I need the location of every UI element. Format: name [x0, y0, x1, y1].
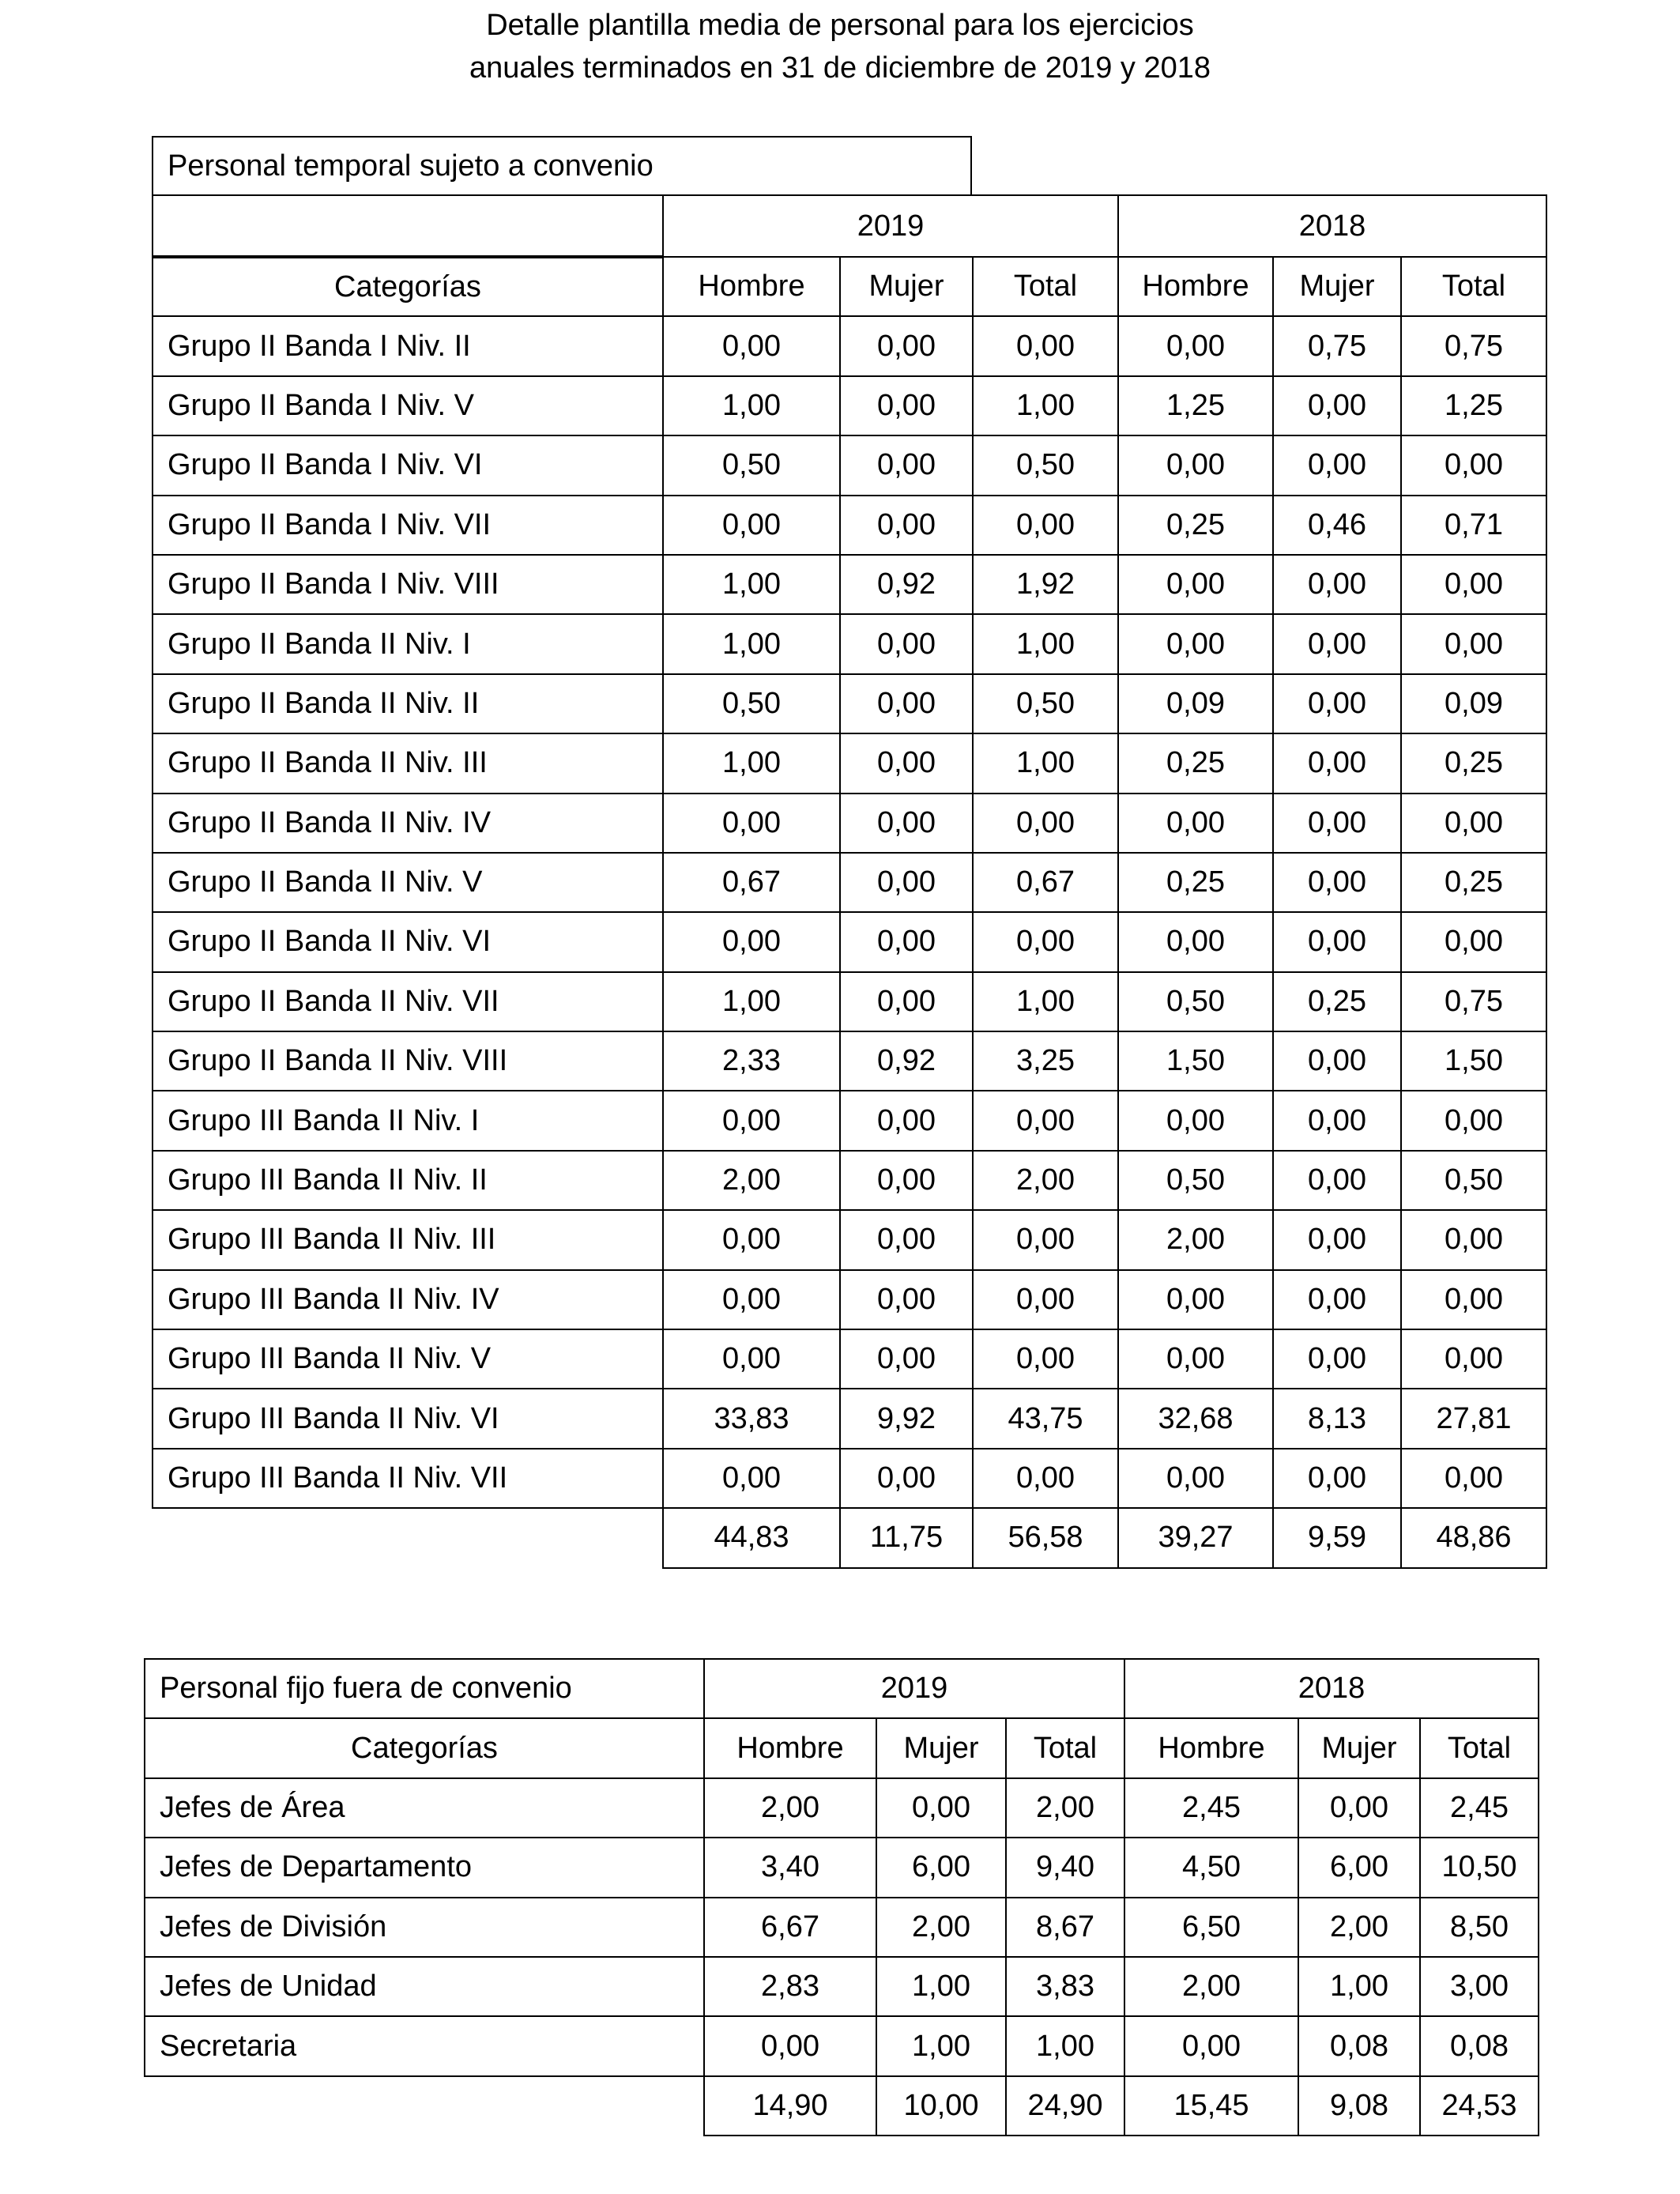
- value-cell: 0,00: [1401, 794, 1546, 853]
- value-cell: 10,50: [1420, 1838, 1539, 1897]
- value-cell: 0,00: [1273, 1031, 1401, 1091]
- category-cell: Jefes de División: [145, 1898, 704, 1957]
- totals-blank-cell: [153, 1508, 663, 1567]
- value-cell: 0,00: [1124, 2016, 1298, 2075]
- value-cell: 0,00: [973, 316, 1118, 375]
- category-cell: Grupo II Banda I Niv. VI: [153, 435, 663, 495]
- value-cell: 0,00: [1118, 794, 1273, 853]
- value-cell: 0,00: [840, 912, 973, 971]
- value-cell: 0,00: [663, 1091, 840, 1150]
- value-cell: 9,92: [840, 1389, 973, 1448]
- value-cell: 0,67: [973, 853, 1118, 912]
- table2-col-header: Hombre: [704, 1718, 876, 1777]
- table1-temporal-convenio: [152, 194, 1547, 1569]
- value-cell: 3,40: [704, 1838, 876, 1897]
- value-cell: 0,00: [663, 316, 840, 375]
- value-cell: 0,00: [840, 435, 973, 495]
- category-cell: Grupo II Banda II Niv. II: [153, 674, 663, 733]
- value-cell: 1,00: [973, 733, 1118, 793]
- value-cell: 0,50: [973, 435, 1118, 495]
- value-cell: 0,00: [1273, 1329, 1401, 1389]
- value-cell: 0,00: [1118, 1091, 1273, 1150]
- value-cell: 0,00: [663, 794, 840, 853]
- value-cell: 0,00: [840, 316, 973, 375]
- value-cell: 0,00: [973, 794, 1118, 853]
- table-row: [145, 1957, 1539, 2016]
- value-cell: 0,50: [1118, 1151, 1273, 1210]
- category-cell: Secretaria: [145, 2016, 704, 2075]
- value-cell: 0,92: [840, 1031, 973, 1091]
- value-cell: 0,00: [1273, 674, 1401, 733]
- value-cell: 0,00: [1118, 912, 1273, 971]
- table2-year-2019: 2019: [704, 1659, 1124, 1718]
- value-cell: 3,00: [1420, 1957, 1539, 2016]
- value-cell: 0,00: [840, 1270, 973, 1329]
- value-cell: 0,00: [1298, 1778, 1420, 1838]
- value-cell: 0,00: [1273, 376, 1401, 435]
- value-cell: 0,00: [840, 1329, 973, 1389]
- table2-col-header: Total: [1420, 1718, 1539, 1777]
- value-cell: 1,92: [973, 555, 1118, 614]
- value-cell: 0,50: [663, 435, 840, 495]
- value-cell: 0,00: [663, 1449, 840, 1508]
- value-cell: 0,00: [663, 496, 840, 555]
- value-cell: 0,00: [1273, 1091, 1401, 1150]
- value-cell: 0,00: [840, 972, 973, 1031]
- table-row: [153, 674, 1546, 733]
- value-cell: 0,00: [1273, 435, 1401, 495]
- value-cell: 0,00: [663, 1270, 840, 1329]
- category-cell: Grupo II Banda I Niv. VIII: [153, 555, 663, 614]
- table-row: [153, 376, 1546, 435]
- table1-col-header: Total: [973, 257, 1118, 316]
- value-cell: 0,00: [840, 1210, 973, 1269]
- category-cell: Grupo II Banda I Niv. VII: [153, 496, 663, 555]
- category-cell: Grupo III Banda II Niv. III: [153, 1210, 663, 1269]
- value-cell: 0,00: [1401, 555, 1546, 614]
- category-cell: Grupo III Banda II Niv. II: [153, 1151, 663, 1210]
- value-cell: 27,81: [1401, 1389, 1546, 1448]
- value-cell: 0,50: [1401, 1151, 1546, 1210]
- value-cell: 1,00: [876, 1957, 1006, 2016]
- value-cell: 33,83: [663, 1389, 840, 1448]
- value-cell: 2,00: [876, 1898, 1006, 1957]
- category-cell: Jefes de Departamento: [145, 1838, 704, 1897]
- table-row: [145, 2016, 1539, 2075]
- value-cell: 0,46: [1273, 496, 1401, 555]
- totals-row: [153, 1508, 1546, 1567]
- value-cell: 0,00: [663, 912, 840, 971]
- value-cell: 0,00: [840, 1151, 973, 1210]
- value-cell: 0,00: [1273, 1151, 1401, 1210]
- value-cell: 0,00: [1401, 1329, 1546, 1389]
- table2-header-row: [145, 1659, 1539, 1718]
- value-cell: 0,00: [840, 853, 973, 912]
- value-cell: 6,50: [1124, 1898, 1298, 1957]
- value-cell: 0,00: [1401, 1449, 1546, 1508]
- value-cell: 0,92: [840, 555, 973, 614]
- value-cell: 0,09: [1118, 674, 1273, 733]
- value-cell: 0,75: [1273, 316, 1401, 375]
- value-cell: 0,00: [1273, 912, 1401, 971]
- value-cell: 2,33: [663, 1031, 840, 1091]
- table-row: [153, 1031, 1546, 1091]
- table1-header-blank: [153, 195, 663, 257]
- table-row: [145, 1778, 1539, 1838]
- value-cell: 0,00: [973, 912, 1118, 971]
- value-cell: 1,00: [973, 376, 1118, 435]
- value-cell: 0,00: [973, 1449, 1118, 1508]
- value-cell: 1,00: [663, 376, 840, 435]
- total-cell: 39,27: [1118, 1508, 1273, 1567]
- value-cell: 8,67: [1006, 1898, 1124, 1957]
- value-cell: 0,00: [1273, 1270, 1401, 1329]
- totals-row: [145, 2076, 1539, 2136]
- table-row: [153, 1389, 1546, 1448]
- table-row: [153, 1091, 1546, 1150]
- value-cell: 0,00: [1118, 614, 1273, 673]
- total-cell: 11,75: [840, 1508, 973, 1567]
- category-cell: Grupo III Banda II Niv. V: [153, 1329, 663, 1389]
- value-cell: 0,09: [1401, 674, 1546, 733]
- category-cell: Grupo II Banda II Niv. III: [153, 733, 663, 793]
- value-cell: 6,00: [1298, 1838, 1420, 1897]
- value-cell: 0,00: [973, 1270, 1118, 1329]
- value-cell: 2,00: [1118, 1210, 1273, 1269]
- table1-col-header: Mujer: [840, 257, 973, 316]
- table-row: [153, 853, 1546, 912]
- total-cell: 10,00: [876, 2076, 1006, 2136]
- table2-col-header: Total: [1006, 1718, 1124, 1777]
- value-cell: 1,50: [1401, 1031, 1546, 1091]
- value-cell: 0,00: [973, 1329, 1118, 1389]
- value-cell: 0,25: [1118, 853, 1273, 912]
- total-cell: 9,59: [1273, 1508, 1401, 1567]
- value-cell: 0,00: [1273, 614, 1401, 673]
- value-cell: 8,50: [1420, 1898, 1539, 1957]
- total-cell: 56,58: [973, 1508, 1118, 1567]
- value-cell: 2,83: [704, 1957, 876, 2016]
- value-cell: 2,00: [1006, 1778, 1124, 1838]
- table2-col-header: Mujer: [1298, 1718, 1420, 1777]
- value-cell: 1,25: [1401, 376, 1546, 435]
- totals-blank-cell: [145, 2076, 704, 2136]
- table1-year-2019: 2019: [663, 195, 1118, 257]
- value-cell: 0,00: [840, 614, 973, 673]
- value-cell: 0,71: [1401, 496, 1546, 555]
- value-cell: 0,00: [1118, 435, 1273, 495]
- table2-column-header-row: [145, 1718, 1539, 1777]
- value-cell: 43,75: [973, 1389, 1118, 1448]
- value-cell: 0,25: [1273, 972, 1401, 1031]
- table-row: [153, 316, 1546, 375]
- category-cell: Grupo II Banda II Niv. VII: [153, 972, 663, 1031]
- table-row: [153, 1210, 1546, 1269]
- page-title-line-2: anuales terminados en 31 de diciembre de 2019 y 2018: [469, 51, 1211, 85]
- value-cell: 0,00: [840, 1449, 973, 1508]
- value-cell: 1,25: [1118, 376, 1273, 435]
- value-cell: 1,00: [663, 733, 840, 793]
- value-cell: 0,00: [1118, 1449, 1273, 1508]
- value-cell: 0,00: [840, 794, 973, 853]
- value-cell: 0,00: [704, 2016, 876, 2075]
- value-cell: 2,00: [973, 1151, 1118, 1210]
- category-cell: Grupo II Banda II Niv. I: [153, 614, 663, 673]
- table1-year-2018: 2018: [1118, 195, 1546, 257]
- table-row: [145, 1898, 1539, 1957]
- table1-col-header: Mujer: [1273, 257, 1401, 316]
- table-row: [153, 794, 1546, 853]
- table-row: [153, 555, 1546, 614]
- value-cell: 0,00: [1273, 555, 1401, 614]
- table2-year-2018: 2018: [1124, 1659, 1539, 1718]
- total-cell: 15,45: [1124, 2076, 1298, 2136]
- category-cell: Grupo II Banda II Niv. VI: [153, 912, 663, 971]
- table-row: [153, 733, 1546, 793]
- table2-fijo-fuera-convenio: [144, 1658, 1539, 2136]
- value-cell: 32,68: [1118, 1389, 1273, 1448]
- category-cell: Grupo II Banda II Niv. VIII: [153, 1031, 663, 1091]
- table-row: [153, 614, 1546, 673]
- value-cell: 0,00: [973, 496, 1118, 555]
- value-cell: 0,75: [1401, 972, 1546, 1031]
- value-cell: 3,25: [973, 1031, 1118, 1091]
- category-cell: Jefes de Unidad: [145, 1957, 704, 2016]
- value-cell: 0,00: [1118, 316, 1273, 375]
- value-cell: 0,50: [1118, 972, 1273, 1031]
- value-cell: 0,25: [1401, 733, 1546, 793]
- value-cell: 1,00: [1006, 2016, 1124, 2075]
- value-cell: 0,00: [1401, 1270, 1546, 1329]
- value-cell: 0,67: [663, 853, 840, 912]
- value-cell: 0,00: [1401, 1091, 1546, 1150]
- total-cell: 24,53: [1420, 2076, 1539, 2136]
- table1-year-header-row: [153, 195, 1546, 257]
- value-cell: 2,00: [704, 1778, 876, 1838]
- value-cell: 0,08: [1298, 2016, 1420, 2075]
- table2-col-header: Mujer: [876, 1718, 1006, 1777]
- total-cell: 48,86: [1401, 1508, 1546, 1567]
- value-cell: 6,00: [876, 1838, 1006, 1897]
- value-cell: 1,00: [663, 614, 840, 673]
- value-cell: 0,25: [1118, 733, 1273, 793]
- table-row: [153, 1151, 1546, 1210]
- value-cell: 0,00: [1273, 733, 1401, 793]
- value-cell: 1,50: [1118, 1031, 1273, 1091]
- value-cell: 0,00: [663, 1329, 840, 1389]
- table-row: [153, 972, 1546, 1031]
- table1-category-header: Categorías: [153, 257, 663, 316]
- table1-col-header: Hombre: [663, 257, 840, 316]
- value-cell: 0,00: [1273, 853, 1401, 912]
- table2-category-header: Categorías: [145, 1718, 704, 1777]
- value-cell: 0,00: [1273, 794, 1401, 853]
- category-cell: Grupo III Banda II Niv. VII: [153, 1449, 663, 1508]
- table1-column-header-row: [153, 257, 1546, 316]
- value-cell: 9,40: [1006, 1838, 1124, 1897]
- value-cell: 0,00: [973, 1210, 1118, 1269]
- value-cell: 4,50: [1124, 1838, 1298, 1897]
- value-cell: 0,00: [840, 674, 973, 733]
- table1-caption: Personal temporal sujeto a convenio: [152, 136, 972, 194]
- value-cell: 6,67: [704, 1898, 876, 1957]
- value-cell: 0,00: [1401, 435, 1546, 495]
- value-cell: 2,45: [1124, 1778, 1298, 1838]
- value-cell: 0,00: [840, 733, 973, 793]
- value-cell: 0,25: [1401, 853, 1546, 912]
- value-cell: 2,00: [1124, 1957, 1298, 2016]
- value-cell: 0,00: [1118, 1329, 1273, 1389]
- table-row: [145, 1838, 1539, 1897]
- value-cell: 3,83: [1006, 1957, 1124, 2016]
- value-cell: 0,08: [1420, 2016, 1539, 2075]
- total-cell: 44,83: [663, 1508, 840, 1567]
- category-cell: Grupo III Banda II Niv. VI: [153, 1389, 663, 1448]
- value-cell: 1,00: [1298, 1957, 1420, 2016]
- category-cell: Grupo II Banda I Niv. II: [153, 316, 663, 375]
- value-cell: 0,75: [1401, 316, 1546, 375]
- value-cell: 8,13: [1273, 1389, 1401, 1448]
- value-cell: 0,00: [1401, 614, 1546, 673]
- total-cell: 24,90: [1006, 2076, 1124, 2136]
- value-cell: 0,50: [663, 674, 840, 733]
- page-title-line-1: Detalle plantilla media de personal para los ejercicios: [486, 9, 1194, 42]
- value-cell: 0,25: [1118, 496, 1273, 555]
- total-cell: 9,08: [1298, 2076, 1420, 2136]
- category-cell: Grupo II Banda II Niv. IV: [153, 794, 663, 853]
- value-cell: 1,00: [973, 972, 1118, 1031]
- value-cell: 0,00: [1401, 1210, 1546, 1269]
- table-row: [153, 1270, 1546, 1329]
- value-cell: 0,50: [973, 674, 1118, 733]
- table-row: [153, 435, 1546, 495]
- category-cell: Grupo III Banda II Niv. IV: [153, 1270, 663, 1329]
- value-cell: 2,00: [1298, 1898, 1420, 1957]
- table-row: [153, 1329, 1546, 1389]
- category-cell: Jefes de Área: [145, 1778, 704, 1838]
- table1-col-header: Total: [1401, 257, 1546, 316]
- total-cell: 14,90: [704, 2076, 876, 2136]
- table2-caption: Personal fijo fuera de convenio: [145, 1659, 704, 1718]
- value-cell: 0,00: [663, 1210, 840, 1269]
- value-cell: 1,00: [876, 2016, 1006, 2075]
- table2-col-header: Hombre: [1124, 1718, 1298, 1777]
- value-cell: 1,00: [663, 972, 840, 1031]
- value-cell: 0,00: [840, 496, 973, 555]
- value-cell: 0,00: [1401, 912, 1546, 971]
- table-row: [153, 496, 1546, 555]
- value-cell: 0,00: [876, 1778, 1006, 1838]
- value-cell: 2,00: [663, 1151, 840, 1210]
- table-row: [153, 912, 1546, 971]
- value-cell: 0,00: [840, 1091, 973, 1150]
- value-cell: 0,00: [973, 1091, 1118, 1150]
- value-cell: 2,45: [1420, 1778, 1539, 1838]
- value-cell: 0,00: [1118, 1270, 1273, 1329]
- category-cell: Grupo II Banda II Niv. V: [153, 853, 663, 912]
- value-cell: 0,00: [1273, 1449, 1401, 1508]
- value-cell: 0,00: [1273, 1210, 1401, 1269]
- value-cell: 0,00: [1118, 555, 1273, 614]
- category-cell: Grupo III Banda II Niv. I: [153, 1091, 663, 1150]
- value-cell: 1,00: [973, 614, 1118, 673]
- category-cell: Grupo II Banda I Niv. V: [153, 376, 663, 435]
- table-row: [153, 1449, 1546, 1508]
- table1-col-header: Hombre: [1118, 257, 1273, 316]
- value-cell: 0,00: [840, 376, 973, 435]
- value-cell: 1,00: [663, 555, 840, 614]
